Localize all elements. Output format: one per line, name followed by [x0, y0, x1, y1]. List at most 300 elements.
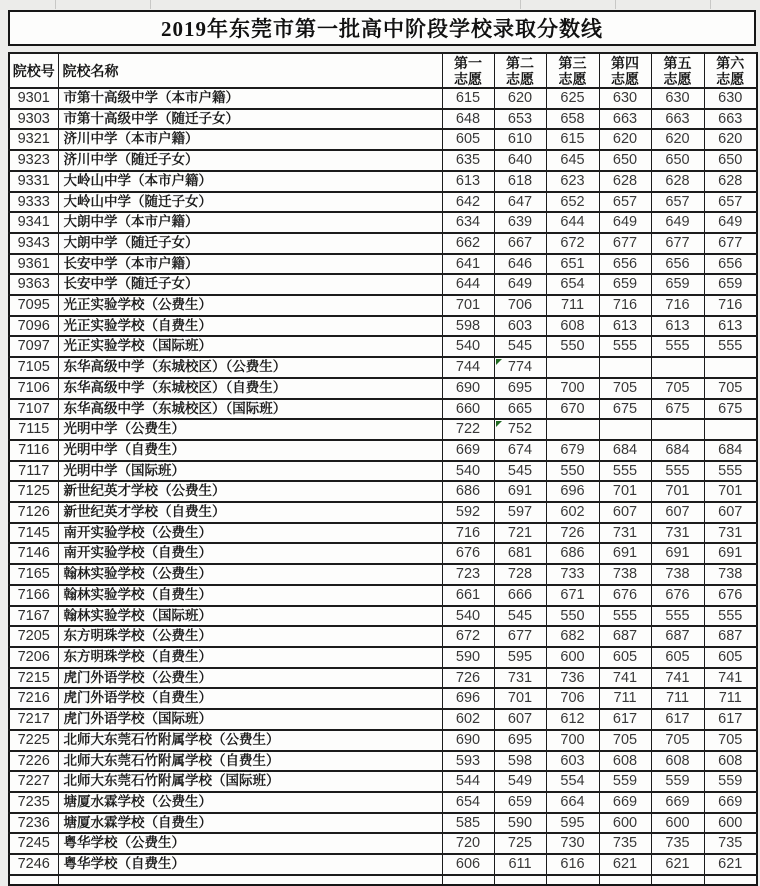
score-value: 617	[718, 711, 743, 728]
score-cell	[494, 523, 546, 544]
score-cell	[494, 419, 546, 440]
score-cell	[546, 606, 599, 627]
score-value: 711	[665, 690, 690, 707]
gridline-tick	[615, 0, 616, 9]
school-code-cell: 7227	[9, 771, 58, 792]
score-cell	[442, 212, 494, 233]
score-value: 606	[455, 856, 481, 873]
score-cell	[546, 523, 599, 544]
score-value: 648	[455, 110, 481, 127]
score-value: 667	[507, 234, 533, 251]
score-cell	[546, 274, 599, 295]
gridline-tick	[520, 0, 521, 9]
score-value: 613	[612, 317, 638, 334]
school-code-cell: 7216	[9, 688, 58, 709]
score-value: 603	[507, 317, 533, 334]
score-cell	[599, 771, 651, 792]
score-cell	[442, 440, 494, 461]
school-name-cell: 塘厦水霖学校（公费生）	[58, 792, 442, 813]
score-value: 676	[612, 586, 638, 603]
score-cell	[651, 336, 704, 357]
score-cell	[704, 150, 757, 171]
school-name-cell: 东华高级中学（东城校区）（国际班）	[58, 399, 442, 420]
score-value: 657	[718, 193, 743, 210]
score-value: 595	[560, 814, 585, 831]
score-value: 659	[507, 793, 533, 810]
empty-cell	[546, 875, 599, 885]
table-row	[9, 813, 757, 834]
school-name-cell: 北师大东莞石竹附属学校（自费生）	[58, 751, 442, 772]
score-cell	[651, 751, 704, 772]
school-code-cell: 9361	[9, 254, 58, 275]
score-value: 672	[455, 628, 481, 645]
school-code-cell: 7125	[9, 481, 58, 502]
score-cell	[546, 171, 599, 192]
score-value: 774	[507, 359, 533, 376]
score-value: 659	[665, 276, 690, 293]
score-value: 645	[560, 152, 585, 169]
score-cell	[651, 357, 704, 378]
page-title: 2019年东莞市第一批高中阶段学校录取分数线	[161, 17, 603, 41]
score-cell	[651, 688, 704, 709]
score-value: 726	[455, 669, 481, 686]
school-code-cell: 7146	[9, 543, 58, 564]
score-value: 620	[665, 131, 690, 148]
score-cell	[599, 585, 651, 606]
score-value: 628	[665, 172, 690, 189]
score-value: 555	[665, 338, 690, 355]
score-cell	[494, 564, 546, 585]
empty-cell	[599, 875, 651, 885]
score-value: 608	[718, 752, 743, 769]
score-cell	[494, 792, 546, 813]
score-cell	[494, 336, 546, 357]
score-cell	[651, 709, 704, 730]
score-cell	[442, 730, 494, 751]
score-value: 550	[560, 338, 585, 355]
score-value: 554	[560, 773, 585, 790]
score-value: 711	[718, 690, 742, 707]
school-name-cell: 市第十高级中学（随迁子女）	[58, 109, 442, 130]
score-value: 728	[507, 566, 533, 583]
school-code-cell: 9341	[9, 212, 58, 233]
table-row	[9, 854, 757, 875]
score-cell	[599, 440, 651, 461]
score-cell	[651, 730, 704, 751]
score-cell	[546, 440, 599, 461]
empty-cell	[494, 875, 546, 885]
cell-corner-marker-icon	[496, 421, 502, 427]
score-value: 705	[612, 731, 638, 748]
school-name-cell: 光明中学（国际班）	[58, 461, 442, 482]
col-header-choice-3: 第三志愿	[546, 53, 599, 88]
school-name-cell: 塘厦水霖学校（自费生）	[58, 813, 442, 834]
table-row	[9, 688, 757, 709]
score-cell	[442, 192, 494, 213]
score-value: 656	[665, 255, 690, 272]
score-cell	[494, 129, 546, 150]
header-row	[9, 53, 757, 88]
score-cell	[442, 274, 494, 295]
score-cell	[546, 419, 599, 440]
score-value: 642	[455, 193, 481, 210]
table-row	[9, 730, 757, 751]
table-row	[9, 481, 757, 502]
score-cell	[442, 502, 494, 523]
score-value: 686	[455, 483, 481, 500]
score-value: 672	[560, 234, 585, 251]
score-cell	[651, 523, 704, 544]
score-value: 634	[455, 214, 481, 231]
score-cell	[599, 854, 651, 875]
school-code-cell: 7217	[9, 709, 58, 730]
school-code-cell: 7205	[9, 626, 58, 647]
score-value: 620	[718, 131, 743, 148]
score-cell	[442, 399, 494, 420]
score-value: 675	[665, 400, 690, 417]
score-cell	[704, 461, 757, 482]
score-cell	[651, 647, 704, 668]
score-cell	[546, 543, 599, 564]
school-code-cell: 9343	[9, 233, 58, 254]
table-row	[9, 771, 757, 792]
empty-cell	[442, 875, 494, 885]
school-name-cell: 北师大东莞石竹附属学校（国际班）	[58, 771, 442, 792]
school-name-cell: 光正实验学校（国际班）	[58, 336, 442, 357]
score-value: 620	[507, 90, 533, 106]
score-cell	[494, 295, 546, 316]
score-cell	[494, 378, 546, 399]
score-cell	[546, 88, 599, 109]
score-value: 677	[507, 628, 533, 645]
score-value: 675	[718, 400, 743, 417]
score-value: 716	[612, 297, 638, 314]
score-cell	[546, 730, 599, 751]
score-cell	[651, 502, 704, 523]
score-cell	[704, 688, 757, 709]
score-cell	[442, 668, 494, 689]
score-cell	[704, 192, 757, 213]
score-value: 593	[455, 752, 481, 769]
score-value: 730	[560, 835, 585, 852]
col-header-name: 院校名称	[58, 53, 442, 88]
score-cell	[599, 419, 651, 440]
score-cell	[494, 585, 546, 606]
col-header-choice-1: 第一志愿	[442, 53, 494, 88]
school-code-cell: 7116	[9, 440, 58, 461]
score-value: 695	[507, 731, 533, 748]
col-header-choice-4: 第四志愿	[599, 53, 651, 88]
score-value: 686	[560, 545, 585, 562]
score-cell	[651, 771, 704, 792]
score-value: 701	[455, 297, 481, 314]
score-cell	[546, 357, 599, 378]
score-value: 701	[718, 483, 743, 500]
score-cell	[599, 626, 651, 647]
score-cell	[546, 688, 599, 709]
score-value: 722	[455, 421, 481, 438]
score-value: 649	[507, 276, 533, 293]
school-code-cell: 7095	[9, 295, 58, 316]
score-cell	[546, 668, 599, 689]
table-row	[9, 192, 757, 213]
school-code-cell: 9321	[9, 129, 58, 150]
score-value: 716	[455, 524, 481, 541]
score-cell	[494, 647, 546, 668]
score-value: 605	[718, 648, 743, 665]
score-value: 608	[665, 752, 690, 769]
score-cell	[704, 254, 757, 275]
score-value: 644	[455, 276, 481, 293]
score-value: 559	[665, 773, 690, 790]
score-cell	[704, 419, 757, 440]
score-value: 735	[612, 835, 638, 852]
score-cell	[704, 316, 757, 337]
score-cell	[704, 440, 757, 461]
score-value: 691	[665, 545, 690, 562]
score-cell	[704, 481, 757, 502]
score-cell	[651, 399, 704, 420]
score-value: 630	[612, 90, 638, 106]
score-value: 540	[455, 462, 481, 479]
score-cell	[442, 171, 494, 192]
score-cell	[704, 771, 757, 792]
score-value: 731	[718, 524, 743, 541]
score-cell	[546, 378, 599, 399]
score-value: 661	[455, 586, 481, 603]
school-code-cell: 9333	[9, 192, 58, 213]
score-cell	[494, 192, 546, 213]
score-cell	[599, 295, 651, 316]
score-value: 555	[718, 338, 743, 355]
school-code-cell: 7145	[9, 523, 58, 544]
score-cell	[442, 813, 494, 834]
score-cell	[599, 688, 651, 709]
score-value: 735	[718, 835, 743, 852]
score-value: 559	[612, 773, 638, 790]
score-cell	[651, 419, 704, 440]
score-cell	[494, 481, 546, 502]
school-code-cell: 7107	[9, 399, 58, 420]
score-value: 731	[507, 669, 533, 686]
score-value: 559	[718, 773, 743, 790]
score-cell	[442, 751, 494, 772]
score-value: 649	[612, 214, 638, 231]
score-value: 625	[560, 90, 585, 106]
score-value: 670	[560, 400, 585, 417]
table-row	[9, 150, 757, 171]
score-value: 706	[560, 690, 585, 707]
score-value: 711	[613, 690, 637, 707]
empty-cell	[651, 875, 704, 885]
score-value: 681	[507, 545, 533, 562]
school-name-cell: 虎门外语学校（公费生）	[58, 668, 442, 689]
score-cell	[651, 440, 704, 461]
score-value: 545	[507, 607, 533, 624]
school-code-cell: 7106	[9, 378, 58, 399]
score-cell	[704, 626, 757, 647]
score-value: 700	[560, 731, 585, 748]
score-value: 716	[665, 297, 690, 314]
score-cell	[651, 585, 704, 606]
score-value: 621	[718, 856, 743, 873]
score-value: 649	[665, 214, 690, 231]
school-code-cell: 7245	[9, 833, 58, 854]
score-value: 738	[718, 566, 743, 583]
score-cell	[494, 233, 546, 254]
table-row	[9, 647, 757, 668]
score-value: 656	[718, 255, 743, 272]
score-value: 669	[455, 441, 481, 458]
score-value: 605	[455, 131, 481, 148]
score-value: 664	[560, 793, 585, 810]
school-code-cell: 7246	[9, 854, 58, 875]
score-value: 630	[665, 90, 690, 106]
score-cell	[599, 647, 651, 668]
score-cell	[546, 709, 599, 730]
table-row	[9, 254, 757, 275]
school-code-cell: 7167	[9, 606, 58, 627]
score-value: 705	[718, 731, 743, 748]
score-value: 679	[560, 441, 585, 458]
table-row	[9, 295, 757, 316]
table-row	[9, 129, 757, 150]
score-value: 696	[455, 690, 481, 707]
score-cell	[651, 833, 704, 854]
school-code-cell: 7105	[9, 357, 58, 378]
score-value: 741	[665, 669, 690, 686]
score-value: 720	[455, 835, 481, 852]
score-value: 659	[718, 276, 743, 293]
school-code-cell: 9331	[9, 171, 58, 192]
score-cell	[704, 751, 757, 772]
score-value: 639	[507, 214, 533, 231]
score-value: 647	[507, 193, 533, 210]
score-value: 640	[507, 152, 533, 169]
score-cell	[599, 606, 651, 627]
score-value: 617	[665, 711, 690, 728]
gridline-tick	[55, 0, 56, 9]
score-cell	[442, 254, 494, 275]
school-name-cell: 虎门外语学校（自费生）	[58, 688, 442, 709]
score-cell	[599, 813, 651, 834]
score-value: 731	[665, 524, 690, 541]
score-value: 623	[560, 172, 585, 189]
score-cell	[494, 813, 546, 834]
score-value: 700	[560, 379, 585, 396]
score-cell	[442, 585, 494, 606]
score-value: 605	[665, 648, 690, 665]
score-value: 682	[560, 628, 585, 645]
score-value: 691	[612, 545, 638, 562]
table-row	[9, 212, 757, 233]
table-row	[9, 709, 757, 730]
title-box	[8, 10, 756, 46]
score-cell	[704, 792, 757, 813]
score-value: 738	[612, 566, 638, 583]
score-value: 600	[612, 814, 638, 831]
school-code-cell: 7097	[9, 336, 58, 357]
score-cell	[494, 751, 546, 772]
score-value: 641	[455, 255, 481, 272]
table-row	[9, 399, 757, 420]
table-row	[9, 171, 757, 192]
score-cell	[494, 440, 546, 461]
score-cell	[494, 150, 546, 171]
score-value: 608	[612, 752, 638, 769]
score-cell	[546, 129, 599, 150]
score-value: 608	[560, 317, 585, 334]
score-value: 657	[612, 193, 638, 210]
table-row	[9, 109, 757, 130]
score-value: 726	[560, 524, 585, 541]
score-cell	[546, 109, 599, 130]
score-value: 687	[612, 628, 638, 645]
score-value: 669	[612, 793, 638, 810]
score-value: 654	[455, 793, 481, 810]
school-name-cell: 南开实验学校（自费生）	[58, 543, 442, 564]
score-cell	[704, 88, 757, 109]
score-value: 741	[718, 669, 743, 686]
score-cell	[494, 543, 546, 564]
score-cell	[494, 668, 546, 689]
school-code-cell: 9363	[9, 274, 58, 295]
score-value: 644	[560, 214, 585, 231]
score-cell	[546, 461, 599, 482]
score-value: 630	[718, 90, 743, 106]
score-value: 555	[612, 462, 638, 479]
score-cell	[546, 833, 599, 854]
score-cell	[494, 771, 546, 792]
table-row	[9, 543, 757, 564]
score-value: 654	[560, 276, 585, 293]
score-cell	[442, 543, 494, 564]
score-value: 666	[507, 586, 533, 603]
score-cell	[546, 751, 599, 772]
score-cell	[546, 212, 599, 233]
score-value: 613	[455, 172, 481, 189]
score-cell	[651, 854, 704, 875]
score-cell	[704, 668, 757, 689]
sheet-gridline-strip	[0, 0, 760, 10]
school-name-cell: 翰林实验学校（国际班）	[58, 606, 442, 627]
score-value: 684	[665, 441, 690, 458]
score-cell	[651, 295, 704, 316]
score-cell	[651, 813, 704, 834]
score-cell	[599, 461, 651, 482]
score-value: 658	[560, 110, 585, 127]
school-name-cell: 新世纪英才学校（公费生）	[58, 481, 442, 502]
partial-bottom-row	[9, 875, 757, 885]
score-value: 721	[507, 524, 533, 541]
score-cell	[651, 606, 704, 627]
score-cell	[599, 357, 651, 378]
score-value: 711	[560, 297, 585, 314]
score-value: 605	[612, 648, 638, 665]
school-code-cell: 7226	[9, 751, 58, 772]
gridline-tick	[710, 0, 711, 9]
score-cell	[442, 419, 494, 440]
score-cell	[546, 502, 599, 523]
score-value: 691	[718, 545, 743, 562]
score-cell	[651, 109, 704, 130]
score-cell	[546, 295, 599, 316]
score-value: 675	[612, 400, 638, 417]
score-cell	[651, 378, 704, 399]
score-value: 540	[455, 607, 481, 624]
score-value: 652	[560, 193, 585, 210]
score-cell	[599, 668, 651, 689]
